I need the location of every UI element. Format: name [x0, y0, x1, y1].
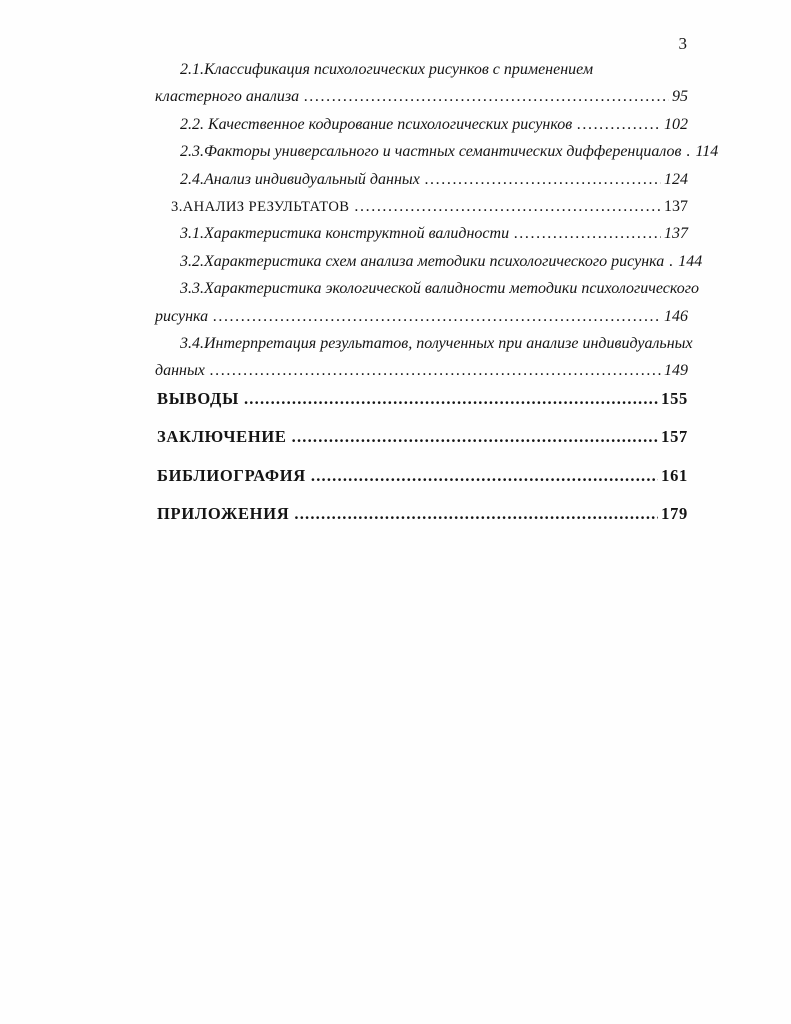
toc-entry-page: 157 — [661, 427, 688, 447]
toc-entry-page: 137 — [664, 197, 688, 215]
toc-entry-line — [155, 170, 688, 197]
toc-entry-page: 95 — [672, 88, 688, 106]
toc-entry-title: 3.3.Характеристика экологической валидности методики психологического — [180, 280, 699, 298]
toc-entry-title: 3.1.Характеристика конструктной валидности — [180, 225, 510, 243]
dot-leader — [669, 252, 675, 271]
dot-leader — [311, 466, 658, 485]
toc-entry-title: данных — [155, 362, 205, 380]
dot-leader — [577, 115, 661, 134]
dot-leader — [213, 307, 661, 326]
toc-entry-title: кластерного анализа — [155, 88, 300, 106]
toc-entry-line — [155, 224, 688, 251]
toc-entry-line — [155, 361, 688, 388]
toc-entry-title: ЗАКЛЮЧЕНИЕ — [157, 427, 287, 447]
toc-entry-page: 102 — [664, 115, 688, 133]
toc-entry-line — [155, 87, 688, 114]
dot-leader — [244, 389, 658, 408]
toc-entry-title: 2.3.Факторы универсального и частных семантических дифференциалов — [180, 143, 682, 161]
dot-leader — [304, 87, 669, 106]
toc-entry-line — [155, 504, 688, 543]
toc-entry-title: 2.2. Качественное кодирование психологических рисунков — [180, 115, 573, 133]
toc-entry-line — [155, 279, 699, 306]
dot-leader — [210, 361, 661, 380]
toc-entry-title: ВЫВОДЫ — [157, 388, 239, 408]
toc-entry-title: 2.4.Анализ индивидуальный данных — [180, 170, 420, 188]
dot-leader — [425, 170, 661, 189]
toc-entry-line — [155, 427, 688, 466]
toc-entry-page: 161 — [661, 465, 688, 485]
toc-entry-page: 144 — [678, 252, 703, 270]
toc-entry-line — [155, 197, 688, 224]
toc-entry-title: БИБЛИОГРАФИЯ — [157, 465, 306, 485]
toc-entry-page: 137 — [664, 225, 688, 243]
dot-leader — [294, 504, 658, 523]
toc — [155, 60, 719, 543]
toc-entry-line — [155, 466, 688, 505]
toc-entry-page: 155 — [661, 388, 688, 408]
page-number: 3 — [678, 34, 687, 53]
toc-entry-page: 114 — [695, 143, 719, 161]
toc-entry-line — [155, 252, 703, 279]
toc-entry-line — [155, 60, 688, 87]
toc-entry-title: ПРИЛОЖЕНИЯ — [157, 504, 290, 524]
toc-entry-page: 124 — [664, 170, 688, 188]
toc-entry-title: рисунка — [155, 307, 209, 325]
toc-entry-page: 179 — [661, 504, 688, 524]
toc-entry-title: 2.1.Классификация психологических рисунков с применением — [180, 61, 594, 78]
toc-entry-line — [155, 334, 693, 361]
toc-entry-title: 3.4.Интерпретация результатов, полученных при анализе индивидуальных — [180, 334, 693, 352]
toc-entry-title: 3.2.Характеристика схем анализа методики психологического рисунка — [180, 252, 665, 270]
toc-entry-page: 146 — [664, 307, 688, 325]
dot-leader — [292, 427, 659, 446]
toc-entry-page: 149 — [664, 362, 688, 380]
dot-leader — [686, 142, 692, 161]
dot-leader — [514, 224, 661, 243]
toc-entry-line — [155, 389, 688, 428]
toc-entry-line — [155, 307, 688, 334]
dot-leader — [354, 197, 661, 216]
toc-entry-line — [155, 115, 688, 142]
toc-entry-title: 3.АНАЛИЗ РЕЗУЛЬТАТОВ — [171, 198, 350, 215]
toc-entry-line — [155, 142, 719, 169]
